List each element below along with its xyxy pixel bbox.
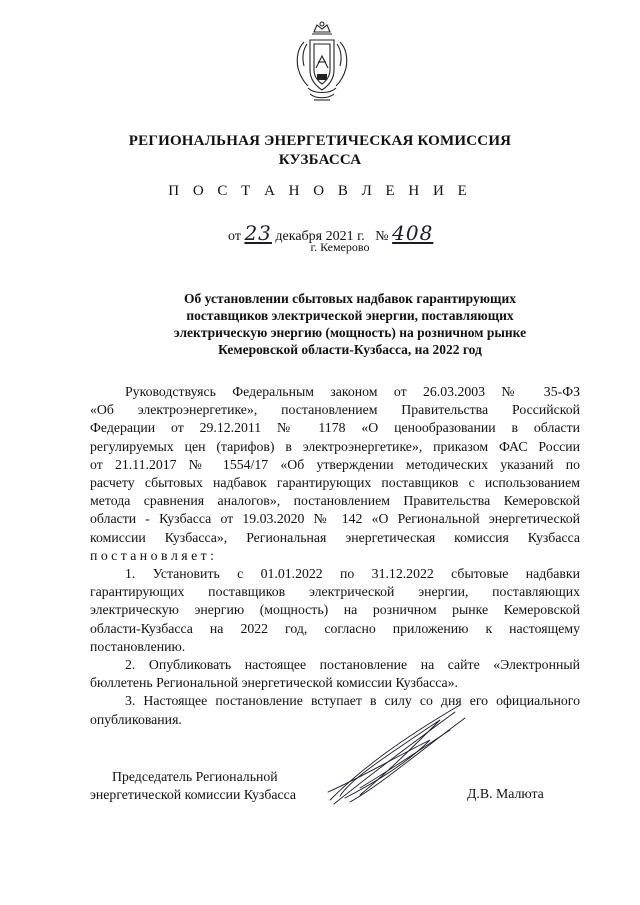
number-prefix: № [375,229,389,244]
item-1-line: 1. Установить с 01.01.2022 по 31.12.2022 сбытовые надбавки [125,566,580,582]
subject-line: Кемеровской области-Кузбасса, на 2022 год [218,342,482,357]
signatory-position-line: энергетической комиссии Кузбасса [90,787,297,802]
subject-line: Об установлении сбытовых надбавок гарантирующих [184,291,516,306]
document-number: 408 [392,221,434,245]
preamble-line: метода сравнения аналогов», постановлением Правительства Кемеровской [90,493,580,509]
item-1-line: постановлению. [90,638,186,654]
document-city: г. Кемерово [310,240,370,254]
organization-region: КУЗБАССА [278,152,362,168]
kuzbass-coat-of-arms-icon [292,18,352,106]
preamble-line: Руководствуясь Федеральным законом от 26.03.2003 № 35-ФЗ [125,384,580,399]
preamble-line: области - Кузбасса от 19.03.2020 № 142 «О Региональной энергетической [90,511,580,527]
preamble-line: расчету сбытовых надбавок гарантирующих поставщиков с использованием [90,475,580,491]
item-3-line: 3. Настоящее постановление вступает в силу со дня его официального [125,693,580,709]
signatory-position [90,768,296,804]
item-2-line: 2. Опубликовать настоящее постановление на сайте «Электронный [125,657,580,673]
preamble-line: комиссии Кузбасса», Региональная энергетическая комиссия Кузбасса [90,529,580,545]
item-3-line: опубликования. [90,711,182,727]
date-day: 23 [244,221,272,245]
signatory-position-line: Председатель Региональной [112,769,278,784]
preamble-line: от 21.11.2017 № 1554/17 «Об утверждении методических указаний по [90,456,580,472]
resolves-word: п о с т а н о в л я е т : [90,547,214,563]
date-prefix: от [228,229,241,244]
preamble-line: Федерации от 29.12.2011 № 1178 «О ценообразовании в области [90,420,580,436]
item-2-line: бюллетень Региональной энергетической комиссии Кузбасса». [90,675,458,691]
item-1-line: области-Кузбасса на 2022 год, согласно приложению к настоящему [90,620,580,636]
organization-name: РЕГИОНАЛЬНАЯ ЭНЕРГЕТИЧЕСКАЯ КОМИССИЯ [128,133,512,149]
document-type: П О С Т А Н О В Л Е Н И Е [168,183,472,199]
handwritten-signature-icon [320,700,470,810]
subject-line: поставщиков электрической энергии, поставляющих [186,308,514,323]
signatory-name: Д.В. Малюта [467,786,544,801]
preamble-line: «Об электроэнергетике», постановлением Правительства Российской [90,402,580,418]
date-month-year: декабря 2021 г. [275,229,365,244]
preamble-line: регулируемых цен (тарифов) в электроэнергетике», приказом ФАС России [90,438,580,454]
subject-line: электрическую энергию (мощность) на розничном рынке [173,325,527,340]
document-subject [140,290,560,358]
document-body [90,383,580,729]
item-1-line: электрическую энергию (мощность) на розничном рынке Кемеровской [90,602,580,618]
item-1-line: гарантирующих поставщиков электрической энергии, поставляющих [90,584,580,600]
